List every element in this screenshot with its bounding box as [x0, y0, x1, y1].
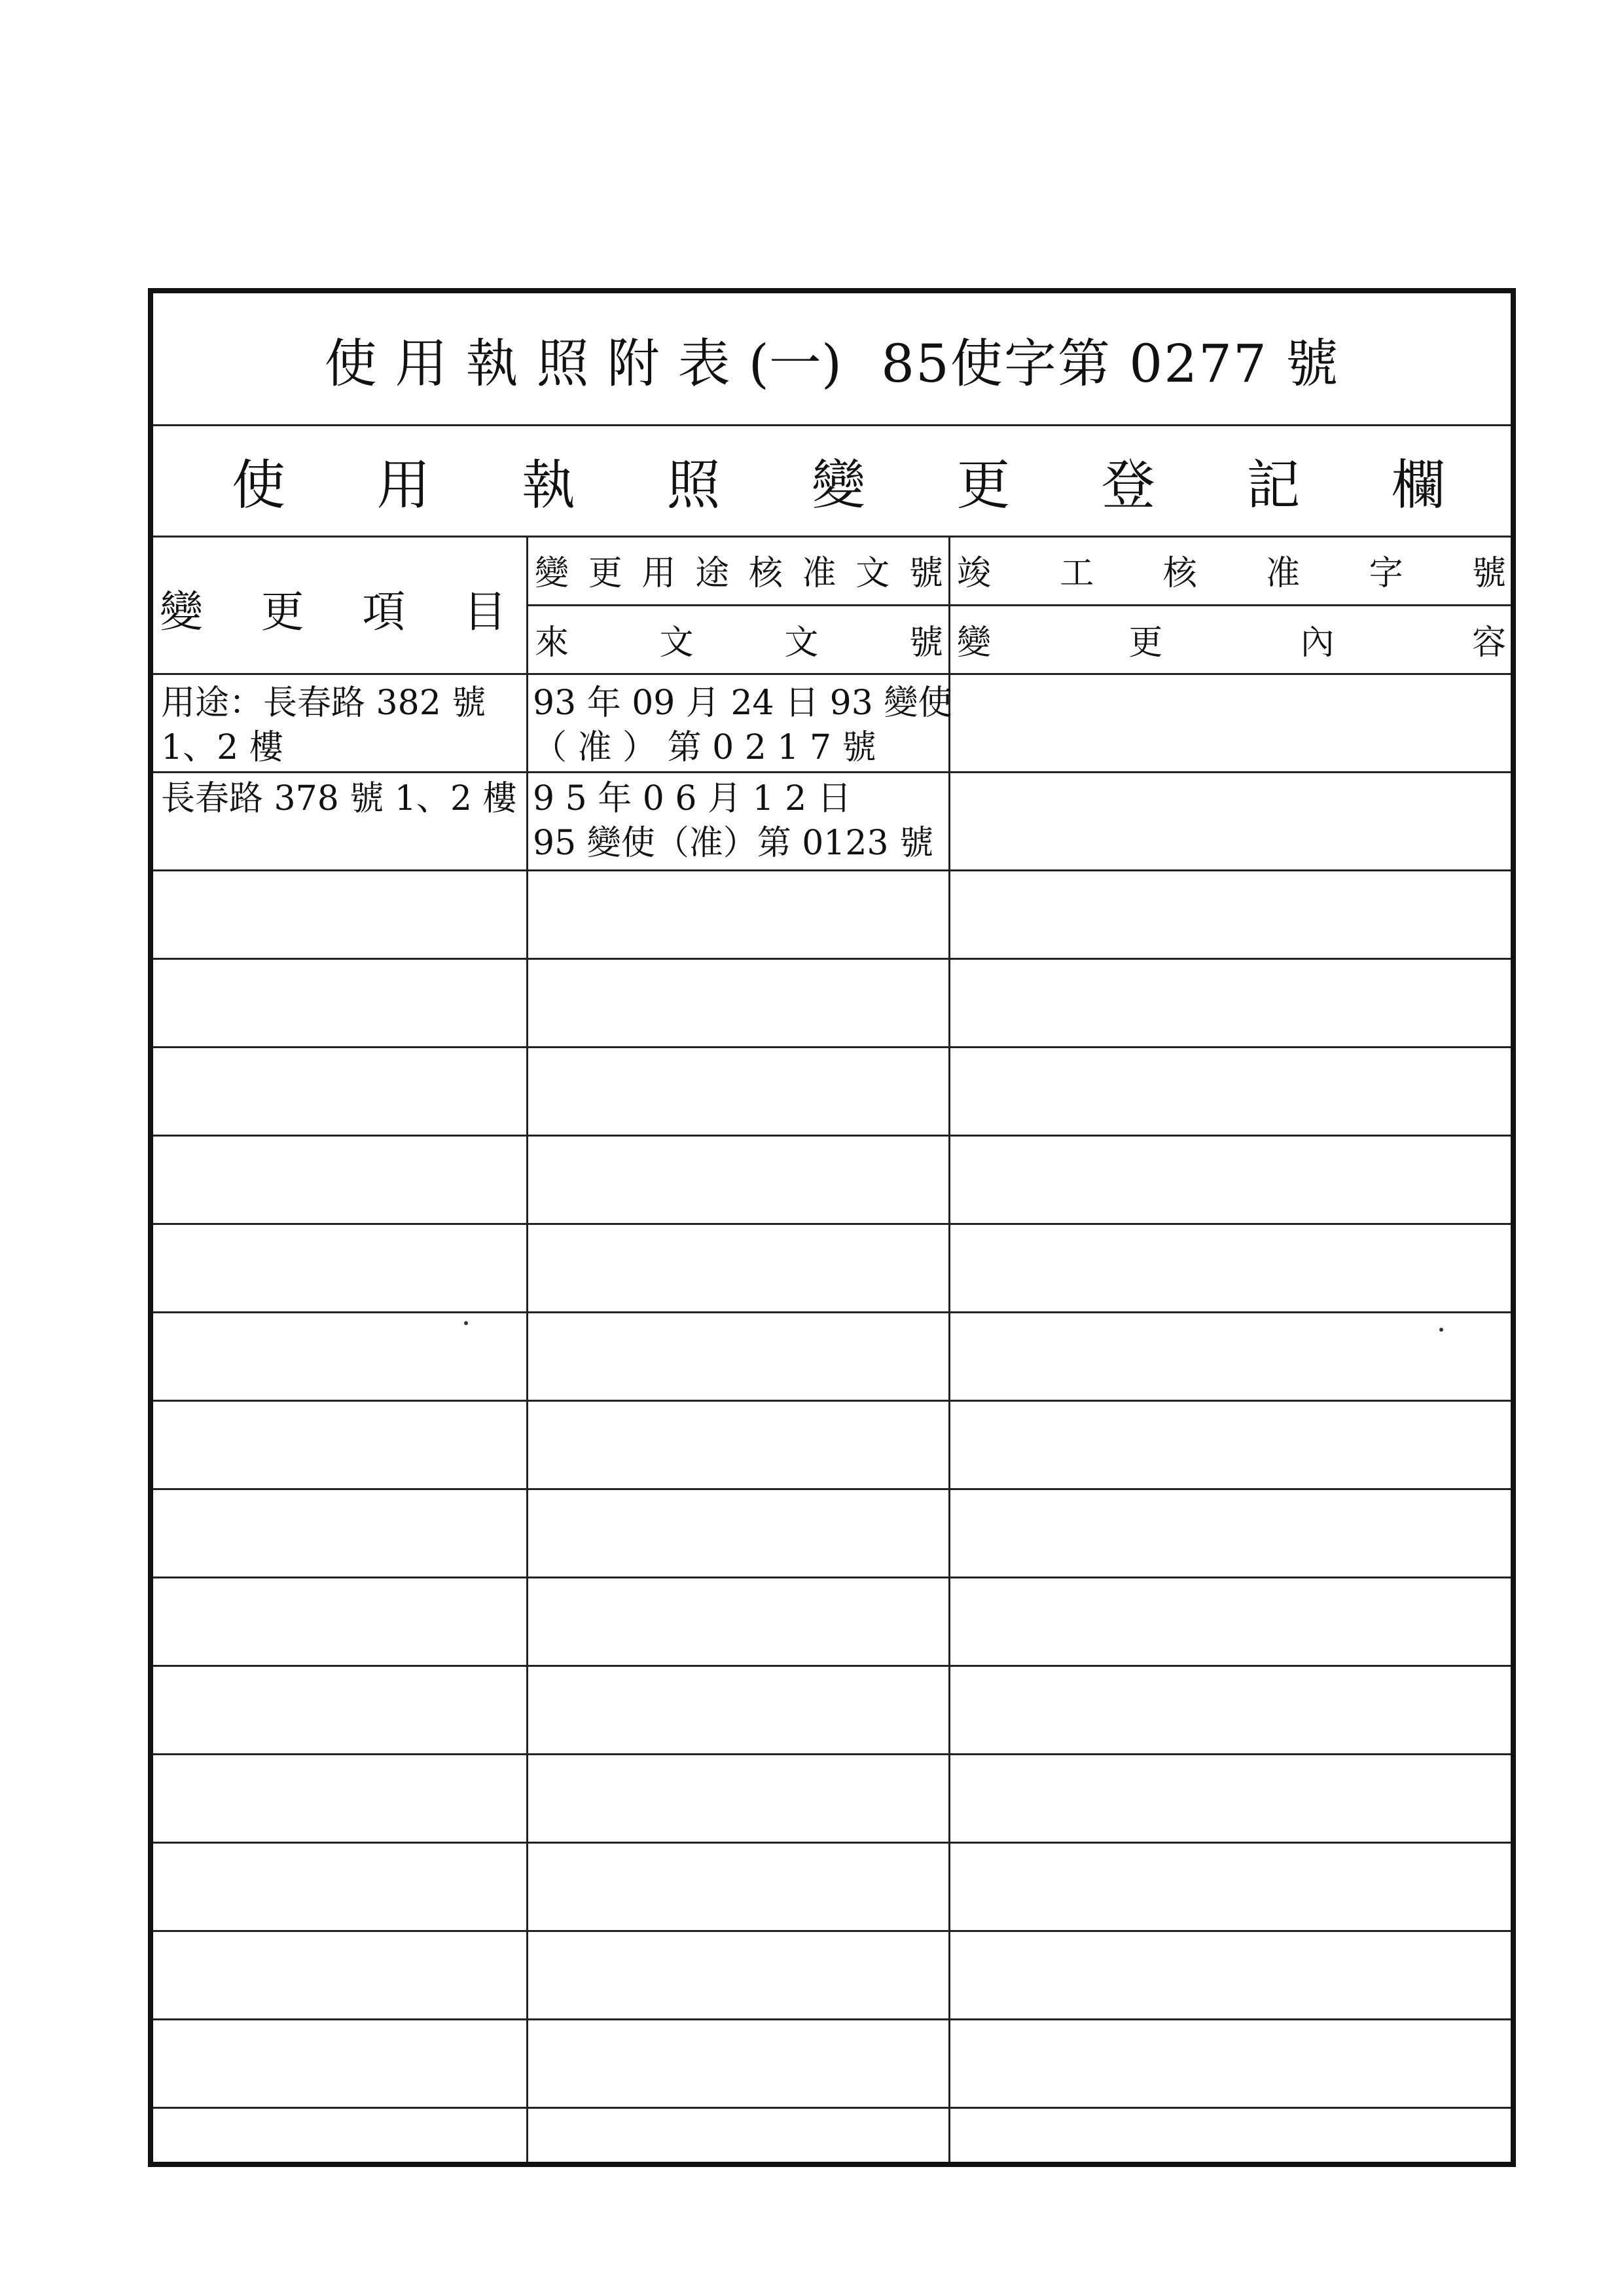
row-1-item-line-2: 1、2 樓: [161, 728, 283, 767]
header-char: 工: [1060, 553, 1094, 593]
row-1-doc-line-1: 93 年 09 月 24 日 93 變使: [533, 683, 952, 723]
row-divider: [153, 2018, 1511, 2020]
title-char: 照: [536, 333, 607, 394]
section-char: 執: [521, 454, 575, 517]
row-divider: [153, 1488, 1511, 1490]
header-char: 准: [1266, 553, 1301, 593]
header-char: 用: [641, 553, 676, 593]
row-divider: [153, 1930, 1511, 1932]
header-change-item: [160, 542, 513, 673]
divider: [153, 673, 1511, 675]
scan-speck: [1439, 1328, 1443, 1332]
row-divider: [153, 771, 1511, 773]
header-char: 核: [748, 553, 783, 593]
row-1-doc-line-2: （ 准 ） 第 0 2 1 7 號: [533, 728, 876, 767]
divider: [153, 424, 1511, 426]
header-char: 更: [1128, 623, 1163, 663]
row-2-item-line-1: 長春路 378 號 1、2 樓: [161, 779, 517, 818]
title-char: 附: [607, 333, 678, 394]
header-completion-approval: [952, 537, 1511, 602]
row-2-doc-line-1: 9 5 年 0 6 月 1 2 日: [533, 779, 852, 818]
row-1-item-line-1: 用途：長春路 382 號: [161, 683, 486, 723]
section-char: 更: [956, 454, 1011, 517]
header-char: 文: [659, 623, 694, 663]
section-char: 使: [232, 454, 286, 517]
header-char: 變: [957, 623, 992, 663]
section-char: 欄: [1391, 454, 1445, 517]
header-char: 途: [695, 553, 730, 593]
license-number: 85使字第 0277 號: [881, 333, 1340, 394]
header-char: 准: [802, 553, 836, 593]
header-char: 目: [463, 586, 507, 637]
header-char: 號: [908, 553, 943, 593]
row-divider: [153, 2107, 1511, 2109]
form-title: [153, 293, 1511, 424]
row-divider: [153, 1400, 1511, 1402]
row-divider: [153, 1223, 1511, 1225]
header-char: 變: [160, 586, 203, 637]
header-char: 容: [1471, 623, 1506, 663]
header-char: 來: [535, 623, 569, 663]
header-approval-doc: [530, 537, 948, 602]
title-char: 執: [465, 333, 537, 394]
row-divider: [153, 869, 1511, 871]
header-char: 號: [908, 623, 943, 663]
row-divider: [153, 958, 1511, 960]
scan-speck: [464, 1321, 468, 1325]
section-char: 用: [376, 454, 431, 517]
header-char: 文: [784, 623, 819, 663]
column-divider: [948, 536, 950, 2162]
header-char: 文: [855, 553, 890, 593]
title-bracket: (一): [748, 333, 842, 394]
header-char: 更: [261, 586, 304, 637]
header-change-content: [952, 606, 1511, 672]
row-divider: [153, 1046, 1511, 1048]
header-char: 竣: [957, 553, 992, 593]
row-divider: [153, 1576, 1511, 1578]
header-incoming-doc: [530, 606, 948, 672]
section-char: 記: [1246, 454, 1301, 517]
row-divider: [153, 1753, 1511, 1755]
column-divider: [526, 536, 528, 2162]
license-form-frame: [148, 288, 1516, 2167]
title-char: 用: [395, 333, 466, 394]
section-title: [232, 428, 1445, 533]
header-char: 項: [362, 586, 406, 637]
title-char: 表: [677, 333, 749, 394]
section-char: 變: [811, 454, 865, 517]
row-divider: [153, 1842, 1511, 1844]
header-char: 核: [1162, 553, 1197, 593]
title-char: 使: [324, 333, 395, 394]
header-char: 變: [535, 553, 569, 593]
row-divider: [153, 1135, 1511, 1137]
row-2-doc-line-2: 95 變使（准）第 0123 號: [533, 824, 934, 863]
row-divider: [153, 1311, 1511, 1313]
section-char: 照: [666, 454, 721, 517]
header-char: 號: [1471, 553, 1506, 593]
header-char: 更: [588, 553, 622, 593]
header-char: 內: [1300, 623, 1335, 663]
row-divider: [153, 1665, 1511, 1667]
header-char: 字: [1369, 553, 1403, 593]
section-char: 登: [1101, 454, 1155, 517]
